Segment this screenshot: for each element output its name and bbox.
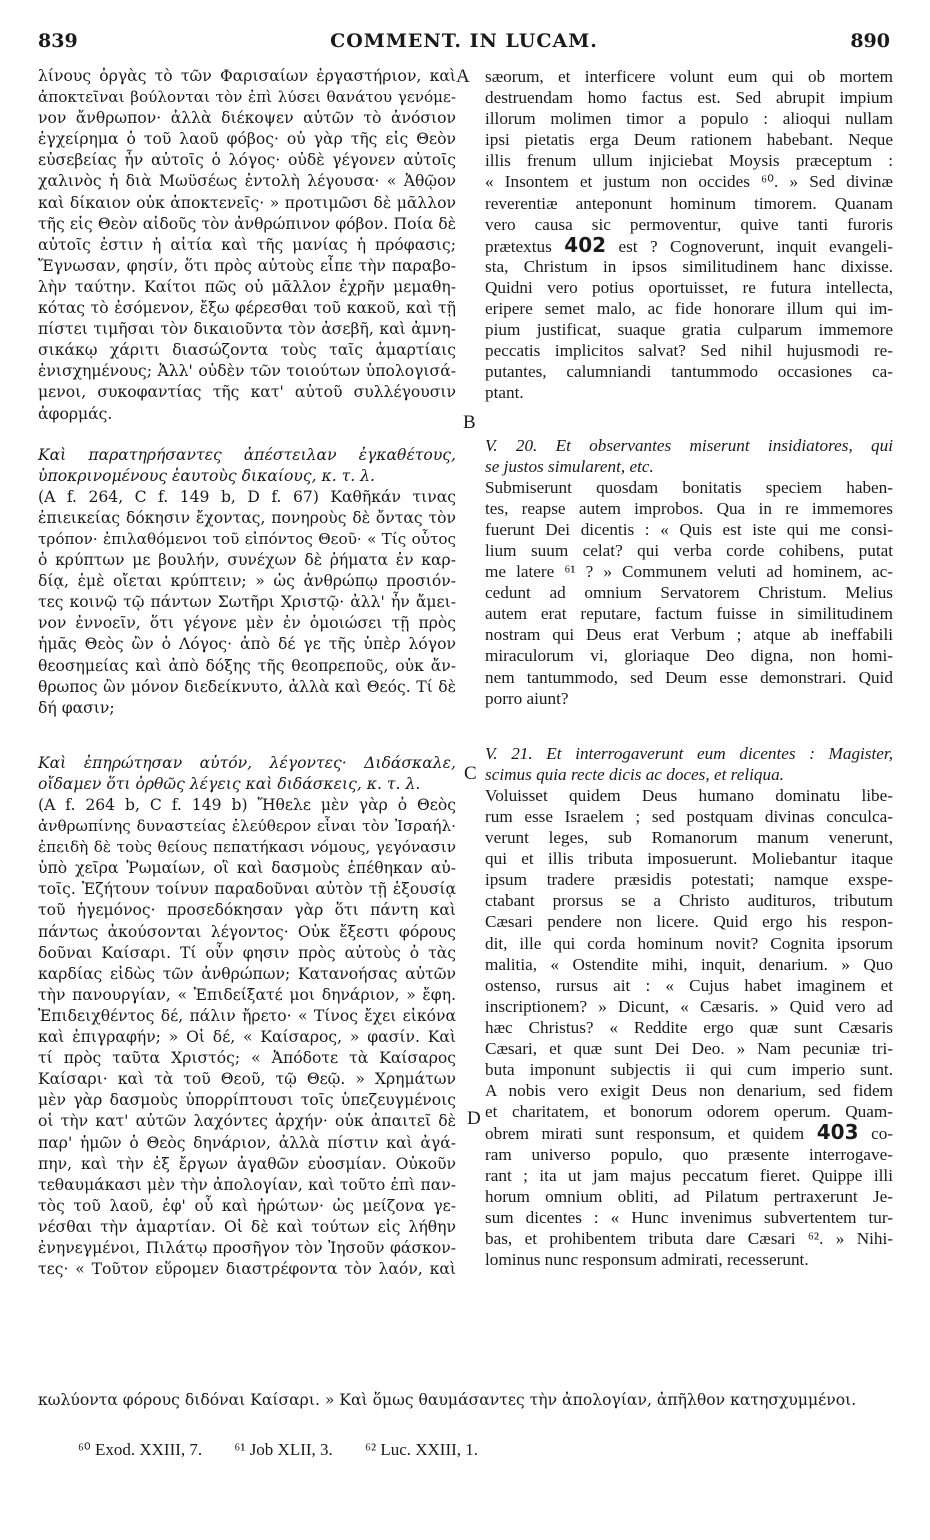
text-line: μενοι, συκοφαντίας τῆς κατ' αὐτοῦ συλλέγουσιν [38, 383, 456, 402]
text-line: ὁ κρύπτων με βουλήν, συνέχων δὲ ῥήματα ἐν καρ- [38, 551, 456, 570]
footnote-61: ⁶¹ Job XLII, 3. [234, 1440, 333, 1459]
text-line: οἱ τὴν κατ' αὐτῶν λαχόντες ἀρχήν· οὐκ ἀπαιτεῖ δὲ [38, 1112, 456, 1131]
latin-column [485, 66, 893, 1270]
text-line: δή φασιν; [38, 698, 115, 717]
text-line: inscriptionem? » Dicunt, « Cæsaris. » Quid vero ad [485, 996, 893, 1016]
text-line: ipsum tradere præsidis potestati; namque exspe- [485, 870, 893, 890]
text-line: καρδίας εἰδὼς τῶν ἀνθρώπων; Κατανοήσας αὐτῶν [38, 964, 456, 983]
text-line: ἐπειδὴ δὲ τοὺς θείους πεπατήκασι νόμους, γεγόνασιν [38, 838, 456, 857]
text-line: autem erat reputare, factum fuisse in similitudinem [485, 604, 893, 624]
text-line: Voluisset quidem Deus humano dominatu libe- [485, 785, 893, 805]
latin-paragraph-1 [485, 66, 893, 235]
text-line: νέσθαι τὴν ἁμαρτίαν. Οἱ δὲ καὶ τούτων εἰς λήθην [38, 1217, 456, 1236]
latin-paragraph-3-cont [485, 1144, 893, 1271]
greek-heading-3 [38, 753, 456, 795]
text-line: fuerunt Dei dicentis : « Quis est iste qui me consi- [485, 519, 893, 539]
text-line: ἐνηνεγμένοι, Πιλάτῳ προσῆγον τὸν Ἰησοῦν φάσκον- [38, 1238, 456, 1257]
footnote-60: ⁶⁰ Exod. XXIII, 7. [78, 1440, 203, 1459]
text-line: ὑπὸ χεῖρα Ῥωμαίων, οἳ καὶ δασμοὺς ἐπέθηκαν αὐ- [38, 859, 456, 878]
text-line: peccatis implicitos salvat? Sed nihil hujusmodi re- [485, 341, 893, 361]
page-header [38, 30, 890, 60]
text-line: eripere semet malo, ac fide honorare illum qui im- [485, 299, 893, 319]
text-line: V. 20. Et observantes miserunt insidiatores, qui [485, 435, 893, 455]
text-line: putantes, calumniandi tantummodo occasiones ca- [485, 362, 893, 382]
column-page-number-402: 402 [564, 232, 607, 257]
margin-marker-c: C [464, 763, 477, 784]
text-line: illis frenum ullum injiciebat Moysis præceptum : [485, 151, 893, 171]
text-line: rum esse Israelem ; sed postquam divinas conculca- [485, 807, 893, 826]
text-line: ostenso, rursus ait : « Cujus habet imaginem et [485, 975, 893, 995]
text-line: τί πρὸς ταῦτα Χριστός; « Ἀπόδοτε τὰ Καίσαρος [38, 1049, 456, 1068]
text-line: οἴδαμεν ὅτι ὀρθῶς λέγεις καὶ διδάσκεις, κ. τ. λ. [38, 774, 421, 793]
text-line: (A f. 264 b, C f. 149 b) Ἤθελε μὲν γὰρ ὁ Θεὸς [38, 796, 456, 814]
text-line: σικάκῳ χάριτι διασώζοντα τοὺς ταῖς ἁμαρτίαις [38, 341, 456, 360]
text-line: A nobis vero exigit Deus non denarium, sed fidem [485, 1081, 893, 1101]
margin-marker-a: A [456, 66, 470, 87]
text-line: et charitatem, et bonorum odorem operum. Quam- [485, 1102, 893, 1122]
text-line: buta imponunt subjectis ii qui cum imperio sunt. [485, 1060, 893, 1080]
text-line: « Insontem et justum non occides ⁶⁰. » Sed divinæ [485, 172, 893, 192]
latin-line-obrem: obrem mirati sunt responsum, et quidem 403 co- [485, 1120, 894, 1145]
text-line: Submiserunt quosdam bonitatis speciem haben- [485, 477, 893, 497]
text-line: τῆς εἰς Θεὸν αἰδοῦς τὸν ἀνθρώπινον φόβον. Ποία δὲ [38, 214, 456, 233]
text-line: lominus nunc responsum admirati, recesserunt. [485, 1249, 809, 1269]
text-line: Καίσαρι· καὶ τὰ τοῦ Θεοῦ, τῷ Θεῷ. » Χρημάτων [38, 1070, 456, 1089]
text-line: παρ' ἡμῶν ὁ Θεὸς δηνάριον, ἀλλὰ πίστιν καὶ ἀγά- [38, 1133, 456, 1152]
text-line: εὐσεβείας ἦν αὐτοῖς ὁ λόγος· οὐδὲ γέγονεν αὐτοῖς [38, 151, 456, 170]
text-line: reverentiæ anteponunt hominum timorem. Quanam [485, 193, 893, 213]
text-line: Cæsari pendere non licere. Quid ergo his respon- [485, 912, 893, 932]
greek-paragraph-2 [38, 487, 456, 719]
text-line: ἀποκτεῖναι βούλονται τὸν ἐπὶ λύσει θανάτου γενόμε- [38, 88, 456, 107]
latin-paragraph-2 [485, 477, 893, 709]
greek-column [38, 66, 456, 1280]
text-line: ptant. [485, 383, 524, 403]
running-title: COMMENT. IN LUCAM. [330, 30, 598, 52]
text-line: τοῦ ἡγεμόνος· προσεδόκησαν γὰρ ὅτι πάντη καὶ [38, 901, 456, 920]
text-line: Quidni vero potius oportuisset, re futura intellecta, [485, 277, 893, 297]
text-line: τρόπον· ἐπιλαθόμενοι τοῦ εἰπόντος Θεοῦ· « Τίς οὗτος [38, 529, 456, 548]
text-line: ὑποκρινομένους ἑαυτοὺς δικαίους, κ. τ. λ. [38, 466, 376, 485]
text-line: lium suum celat? qui verba corde cohibens, putat [485, 540, 893, 560]
text-line: malitia, « Ostendite mihi, inquit, denarium. » Quo [485, 954, 893, 974]
text-line: πάντως ἀκούσονται λέγοντος· Οὐκ ἔξεστι φόρους [38, 922, 456, 941]
text-line: qui et illis tributa imposuerunt. Moliebantur itaque [485, 849, 893, 869]
text-line: ctabant prorsus se a Christo audituros, tributum [485, 891, 893, 911]
text-line: ἐπιεικείας δόκησιν ἔχοντας, πονηροὺς δὲ ὄντας τὸν [38, 508, 456, 527]
margin-marker-d: D [467, 1108, 481, 1129]
text-line: se justos simularent, etc. [485, 456, 654, 476]
text-line: nostram qui Deus erat Verbum ; atque ab ineffabili [485, 625, 893, 645]
text-line: destruendam homo factus est. Sed abrupit impium [485, 88, 893, 108]
text-line: τοῖς. Ἐζήτουν τοίνυν παραδοῦναι αὐτὸν τῇ ἐξουσίᾳ [38, 880, 456, 899]
text-line: sæorum, et interficere volunt eum qui ob mortem [485, 67, 893, 86]
latin-paragraph-3 [485, 785, 893, 1123]
page-number-left: 839 [38, 30, 78, 52]
text-line: καὶ ἐπιγραφήν; » Οἱ δέ, « Καίσαρος, » φασίν. Καὶ [38, 1028, 456, 1047]
greek-paragraph-3 [38, 795, 456, 1280]
latin-heading-3 [485, 743, 893, 785]
text-line: ipsi pietatis erga Deum rationem habebant. Neque [485, 130, 893, 150]
text-line: pium justificat, suaque gratia culparum immemore [485, 320, 893, 340]
text-line: ἀφορμάς. [38, 404, 113, 423]
page-number-right: 890 [850, 30, 890, 52]
text-line: τὸς τοῦ λαοῦ, ἐφ' οὗ καὶ ἠρώτων· ὡς μείζονα γε- [38, 1196, 456, 1215]
text-line: sum dicentes : « Hunc invenimus subvertentem tur- [485, 1207, 893, 1227]
text-line: horum omnium obliti, ad Pilatum pertraxerunt Je- [485, 1186, 893, 1206]
text-line: θεοσημείας καὶ ἀπὸ δόξης τῆς θεοπρεποῦς, οὐκ ἄν- [38, 656, 456, 675]
text-line: hæc Christus? « Reddite ergo quæ sunt Cæsaris [485, 1017, 893, 1037]
text-line: αὐτοῖς ἐστιν ἡ αἰτία καὶ τῆς μανίας ἡ πρόφασις; [38, 235, 456, 254]
text-line: verunt leges, sub Romanorum manum venerunt, [485, 828, 893, 848]
text-line: Καὶ ἐπηρώτησαν αὐτόν, λέγοντες· Διδάσκαλε, [38, 753, 456, 772]
column-page-number-403: 403 [816, 1120, 859, 1145]
text-line: ἐνισχημένους; Ἀλλ' οὐδὲν τῶν τοιούτων ὑπολογισά- [38, 362, 456, 381]
text-line: V. 21. Et interrogaverunt eum dicentes : Magister, [485, 743, 893, 763]
text-line: ἀνθρωπίνης δυναστείας ἐλεύθερον εἶναι τὸν Ἰσραήλ· [38, 817, 456, 836]
text-line: nem tantummodo, sed Deum esse demonstrari. Quid [485, 667, 893, 687]
text-line: κότας τὸ ἐσόμενον, ἔξω φέρεσθαι τοῦ κακοῦ, καὶ τῇ [38, 299, 456, 318]
latin-line-pretextus: prætextus 402 est ? Cognoverunt, inquit evangeli- [485, 232, 894, 257]
text-line: tes, reapse autem improbos. Qua in re immemores [485, 498, 893, 518]
latin-heading-2 [485, 435, 893, 477]
text-line: λίνους ὀργὰς τὸ τῶν Φαρισαίων ἐργαστήριον, καὶ [38, 67, 456, 85]
footnote-62: ⁶² Luc. XXIII, 1. [365, 1440, 479, 1459]
text-line: porro aiunt? [485, 688, 569, 708]
text-line: μὲν γὰρ δασμοὺς ὑπορρίπτουσι τοῖς ὑπεζευγμένοις [38, 1091, 456, 1110]
text-line: νον ἐννοεῖν, ὅτι γέγονε μὲν ἐν ὁμοιώσει τῇ πρὸς [38, 614, 456, 633]
text-line: scimus quia recte dicis ac doces, et reliqua. [485, 764, 784, 784]
text-line: δίᾳ, ἐμὲ οἴεται κρύπτειν; » ὡς ἀνθρώπῳ προσιόν- [38, 572, 456, 591]
latin-paragraph-1-cont [485, 256, 893, 404]
text-line: πην, καὶ τὴν ἐξ ἔργων ἀγαθῶν εὐοσμίαν. Οὐκοῦν [38, 1154, 456, 1173]
text-line: me latere ⁶¹ ? » Communem veluti ad hominem, ac- [485, 562, 893, 582]
text-line: νον ἄνθρωπον· ἀλλὰ διέκοψεν αὐτῶν τὸ ἀνόσιον [38, 109, 456, 128]
text-line: Ἐπιδειχθέντος δέ, πάλιν ἤρετο· « Τίνος ἔχει εἰκόνα [38, 1006, 456, 1025]
text-line: dit, ille qui corda hominum novit? Cognita ipsorum [485, 933, 893, 953]
text-line: rant ; ita ut jam majus peccatum fieret. Quippe illi [485, 1165, 893, 1185]
margin-marker-b: B [463, 412, 476, 433]
text-line: Ἔγνωσαν, φησίν, ὅτι πρὸς αὐτοὺς εἶπε τὴν παραβο- [38, 256, 456, 275]
text-line: τες· « Τοῦτον εὕρομεν διαστρέφοντα τὸν λαόν, καὶ [38, 1260, 456, 1279]
text-line: πίστει τιμῆσαι τὸν δικαιοῦντα τὸν ἀσεβῆ, καὶ ἀμνη- [38, 320, 456, 339]
text-line: τεθαυμάκασι μὲν τὴν ἀπολογίαν, καὶ τοῦτο ἐπὶ παν- [38, 1175, 456, 1194]
text-line: τὴν πανουργίαν, « Ἐπιδείξατέ μοι δηνάριον, » ἔφη. [38, 985, 456, 1004]
greek-paragraph-1 [38, 66, 456, 425]
text-line: καὶ δίκαιον οὐκ ἀποκτενεῖς· » προτιμῶσι δὲ μᾶλλον [38, 193, 456, 212]
text-line: bas, et prohibentem tributa dare Cæsari ⁶². » Nihi- [485, 1228, 893, 1248]
text-line: θρωπος ὢν μόνον διεδείκνυτο, ἀλλὰ καὶ Θεός. Τί δὲ [38, 677, 456, 696]
text-line: cedunt ad omnium Servatorem Christum. Melius [485, 583, 893, 603]
text-line: ἡμᾶς Θεὸς ὢν ὁ Λόγος· ἀπὸ δέ γε τῆς ὑπὲρ λόγον [38, 635, 456, 654]
text-line: vero causa sic permoventur, quive tanti furoris [485, 214, 893, 234]
text-line: ἐγχείρημα ὁ τοῦ λαοῦ φόβος· οὐ γὰρ τῆς εἰς Θεὸν [38, 130, 456, 149]
text-line: (A f. 264, C f. 149 b, D f. 67) Καθῆκάν τινας [38, 487, 456, 506]
text-line: χαλινὸς ἡ διὰ Μωϋσέως ἐντολὴ λέγουσα· « Ἀθῷον [38, 172, 456, 191]
text-line: λὴν ταύτην. Καίτοι πῶς οὐ μᾶλλον ἐχρῆν μεμαθη- [38, 277, 456, 296]
text-line: δοῦναι Καίσαρι. Τί οὖν φησιν πρὸς αὐτοὺς ὁ τὰς [38, 943, 456, 962]
greek-heading-2 [38, 445, 456, 487]
text-line: sta, Christum in ipsos similitudinem hanc dixisse. [485, 256, 893, 276]
text-line: miraculorum vi, gloriaque Deo digna, non homi- [485, 646, 893, 666]
text-line: illorum molimen timor a populo : alioqui nullam [485, 109, 893, 129]
text-line: Καὶ παρατηρήσαντες ἀπέστειλαν ἐγκαθέτους, [38, 445, 456, 464]
text-line: ram universo populo, quo præsente interrogave- [485, 1144, 893, 1164]
text-line: Cæsari, et quæ sunt Dei Deo. » Nam pecuniæ tri- [485, 1039, 893, 1059]
text-line: τες κοινῷ τῷ πάντων Σωτῆρι Χριστῷ· ἀλλ' ἦν ἄμει- [38, 593, 456, 612]
footnotes [78, 1440, 878, 1460]
greek-final-line: κωλύοντα φόρους διδόναι Καίσαρι. » Καὶ ὅμως θαυμάσαντες τὴν ἀπολογίαν, ἀπῆλθον κατησχυμμένοι. [38, 1391, 857, 1409]
